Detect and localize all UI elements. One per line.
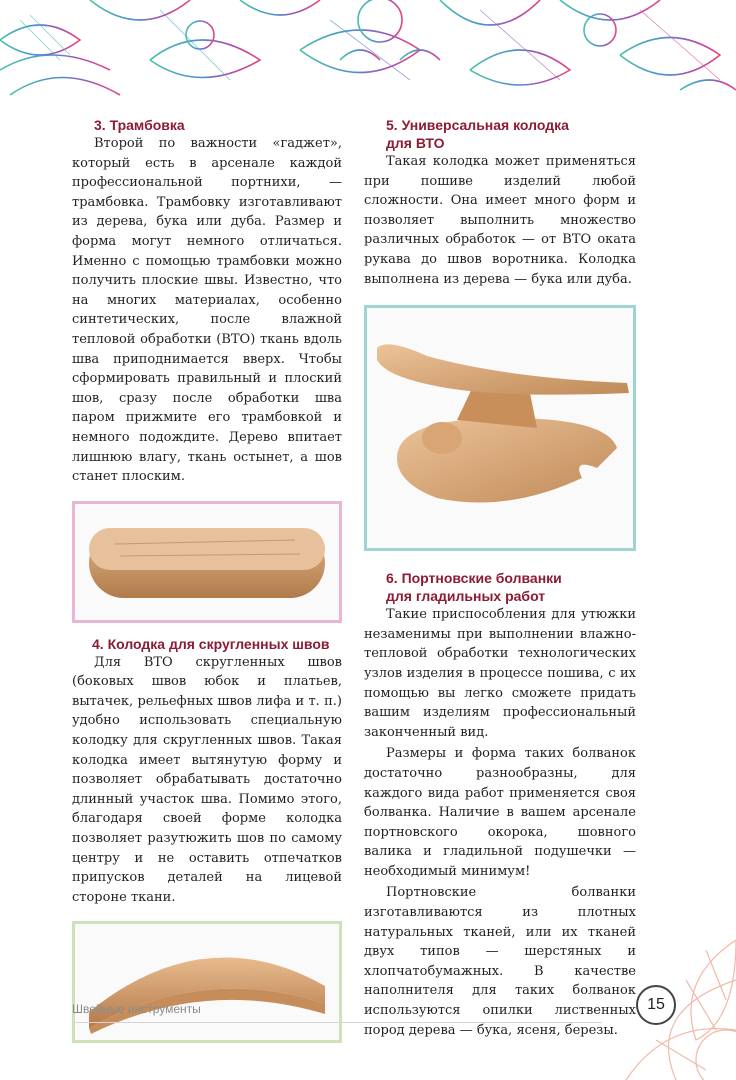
round-seam-block-photo bbox=[72, 921, 342, 1043]
right-column bbox=[364, 116, 636, 1040]
universal-block-photo bbox=[364, 305, 636, 551]
section-5-title: 5. Универсальная колодка для ВТО bbox=[386, 117, 569, 151]
footer-section-title: Швейные инструменты bbox=[72, 1002, 201, 1016]
round-seam-block-image bbox=[75, 924, 339, 1040]
section-6-paragraph-2: Размеры и форма таких болванок достаточно разнообразны, для каждого вида работ применяется своя болванка. Наличие в вашем арсенале портновского окорока, шовного валика и гладильной подушечки — необходимый минимум! bbox=[364, 746, 636, 879]
page-number: 15 bbox=[636, 985, 676, 1025]
section-4-title: 4. Колодка для скругленных швов bbox=[92, 635, 330, 652]
tamper-image bbox=[75, 504, 339, 620]
floral-header-ornament bbox=[0, 0, 736, 100]
left-column bbox=[72, 116, 342, 1043]
section-6-title: 6. Портновские болванки для гладильных работ bbox=[386, 570, 562, 605]
section-3-text: Второй по важности «гаджет», который есть в арсенале каждой профессиональной портнихи, — трамбовка. Трамбовку изготавливают из дерева, бука или дуба. Размер и форма могут немного отличаться. Именно с помощью трамбовки можно получить плоские швы. Известно, что на многих материалах, особенно синтетических, после влажной тепловой обработки (ВТО) ткань вдоль шва приподнимается вверх. Чтобы сформировать правильный и плоский шов, сразу после обработки шва паром прижмите его трамбовкой и немного подождите. Дерево впитает лишнюю влагу, ткань остынет, а шов станет плоским. bbox=[72, 136, 342, 485]
footer-divider bbox=[72, 1022, 602, 1023]
section-5-text: Такая колодка может применяться при пошиве изделий любой сложности. Она имеет много форм и позволяет выполнить множество различных обработок — от ВТО оката рукава до швов воротника. Колодка выполнена из дерева — бука или дуба. bbox=[364, 154, 636, 287]
section-3-title: 3. Трамбовка bbox=[94, 117, 185, 133]
section-6-paragraph-1: Такие приспособления для утюжки незаменимы при выполнении влажно-тепловой обработки технологических узлов изделия в процессе пошива, с их помощью вы легко сможете придать вашим изделиям профессиональный законченный вид. bbox=[364, 607, 636, 740]
universal-block-image bbox=[367, 308, 633, 548]
section-4-text: Для ВТО скругленных швов (боковых швов юбок и платьев, вытачек, рельефных швов лифа и т. п.) удобно использовать специальную колодку для скругленных швов. Такая колодка имеет вытянутую форму и позволяет обрабатывать достаточно длинный участок шва. Помимо этого, благодаря своей форме колодка позволяет разутюжить шов по самому центру и не оставить отпечатков припусков деталей на лицевой стороне ткани. bbox=[72, 654, 342, 905]
section-6-paragraph-3: Портновские болванки изготавливаются из плотных натуральных тканей, или их тканей двух типов — шерстяных и хлопчатобумажных. В качестве наполнителя для таких болванок используются опилки лиственных пород дерева — бука, ясеня, березы. bbox=[364, 885, 636, 1038]
tamper-photo bbox=[72, 501, 342, 623]
